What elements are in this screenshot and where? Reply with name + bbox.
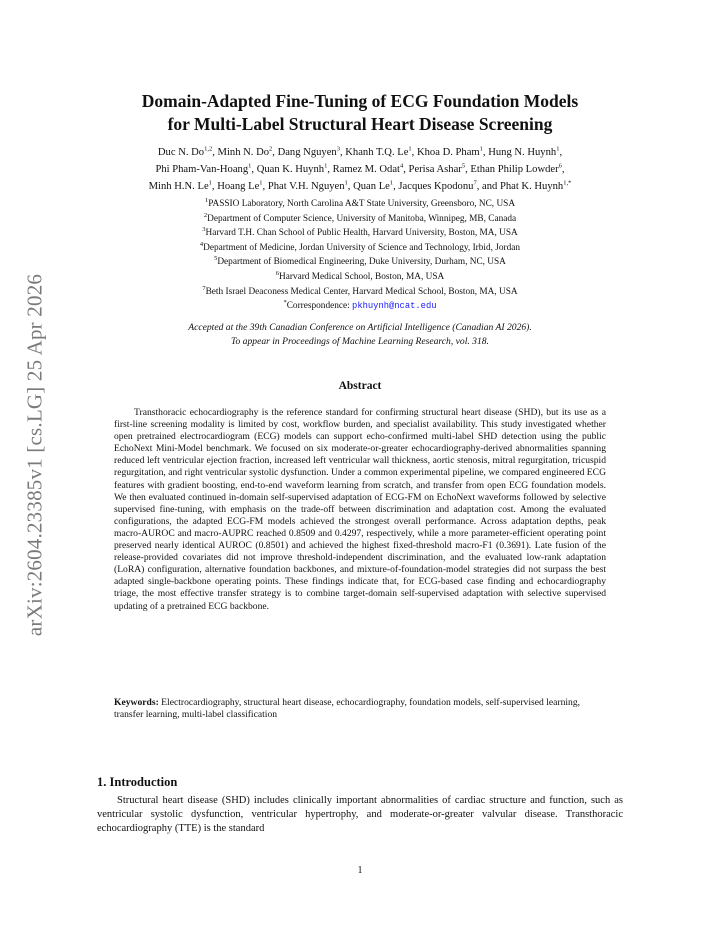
introduction-body: Structural heart disease (SHD) includes clinically important abnormalities of cardiac structure and function, such as ventricular systolic dysfunction, ventricular hypertrophy, and moderate-or-greater valvular disease. Transthoracic echocardiography (TTE) is the standard <box>97 795 623 835</box>
author-affiliation-mark: 1 <box>208 179 212 187</box>
affiliation-number: 6 <box>275 269 279 277</box>
author-affiliation-mark: 1 <box>408 145 412 153</box>
affiliation-number: 2 <box>203 211 208 219</box>
author <box>417 147 483 158</box>
affiliation-text: Harvard Medical School, Boston, MA, USA <box>278 271 445 282</box>
author-name: Quan K. Huynh <box>256 164 325 175</box>
author-affiliation-mark: 5 <box>461 162 466 170</box>
author <box>333 164 404 175</box>
correspondence-email[interactable]: pkhuynh@ncat.edu <box>352 301 437 311</box>
author <box>470 164 562 175</box>
arxiv-stamp <box>22 260 48 650</box>
keywords-label: Keywords: <box>114 697 159 708</box>
author-name: Khoa D. Pham <box>416 147 480 158</box>
author <box>158 147 212 158</box>
author <box>488 147 559 158</box>
affiliation-number: 5 <box>214 255 218 263</box>
affiliation-list <box>70 197 650 299</box>
affiliation-text: Department of Biomedical Engineering, Duke University, Durham, NC, USA <box>217 257 506 268</box>
accepted-line-1: Accepted at the 39th Canadian Conference on Artificial Intelligence (Canadian AI 2026). <box>188 322 532 333</box>
author <box>218 147 273 158</box>
author <box>268 181 348 192</box>
author <box>409 164 466 175</box>
affiliation-line <box>70 255 650 270</box>
author-name: Jacques Kpodonu <box>398 181 474 192</box>
affiliation-line <box>70 197 650 212</box>
correspondence-mark: * <box>283 298 287 306</box>
affiliation-number: 3 <box>202 226 206 234</box>
arxiv-stamp-text: arXiv:2604.23385v1 [cs.LG] 25 Apr 2026 <box>22 273 47 637</box>
affiliation-text: Harvard T.H. Chan School of Public Health, Harvard University, Boston, MA, USA <box>205 228 518 239</box>
abstract-body: Transthoracic echocardiography is the reference standard for confirming structural heart disease (SHD), but its use as a first-line screening modality is limited by cost, workflow burden, and specialist availability. This study investigated whether open pretrained electrocardiogram (ECG) models can support echo-confirmed multi-label SHD detection using the public EchoNext Mini-Model benchmark. We focused on six moderate-or-greater echocardiography-derived abnormalities spanning reduced left ventricular ejection fraction, increased left ventricular wall thickness, aortic stenosis, mitral regurgitation, tricuspid regurgitation, and right ventricular systolic dysfunction. Under a common experimental pipeline, we compared engineered ECG features with gradient boosting, end-to-end waveform learning from scratch, and transfer from open ECG foundation models. We then evaluated continued in-domain self-supervised adaptation of ECG-FM on EchoNext waveforms followed by selective supervised fine-tuning, with emphasis on the trade-off between discrimination and adaptation cost. Among the evaluated configurations, the adapted ECG-FM models achieved the strongest overall performance. Across adaptation depths, peak macro-AUROC and macro-AUPRC reached 0.8509 and 0.4297, respectively, while a more parameter-efficient operating point preserved nearly identical AUROC (0.8501) and achieved the highest fixed-threshold macro-F1 (0.3691). Late fusion of the release-provided covariates did not improve threshold-independent discrimination, and the evaluated low-rank adaptation (LoRA) configuration, alternative foundation backbones, and mixture-of-foundation-model strategies did not surpass the best adapted single-backbone operating points. These findings indicate that, for ECG-based case finding and echocardiography triage, the most effective transfer strategy is to combine target-domain self-supervised adaptation with selective supervised updating of a pretrained ECG backbone. <box>114 407 606 612</box>
author-affiliation-mark: 1 <box>556 145 560 153</box>
author <box>278 147 340 158</box>
author-name: Hung N. Huynh <box>488 147 557 158</box>
affiliation-number: 1 <box>204 196 209 204</box>
author-affiliation-mark: 2 <box>269 145 273 153</box>
accepted-line-2: To appear in Proceedings of Machine Learning Research, vol. 318. <box>231 336 489 347</box>
author <box>353 181 393 192</box>
author-affiliation-mark: 1 <box>248 162 252 170</box>
author-affiliation-mark: 1 <box>259 179 263 187</box>
abstract-heading: Abstract <box>338 380 382 392</box>
author-name: Dang Nguyen <box>277 147 337 158</box>
author-name: Ethan Philip Lowder <box>470 164 559 175</box>
affiliation-line <box>70 226 650 241</box>
author-affiliation-mark: 3 <box>336 145 340 153</box>
author-affiliation-mark: 1 <box>344 179 348 187</box>
author-name: Minh N. Do <box>217 147 270 158</box>
affiliation-line <box>70 270 650 285</box>
author-name: Hoang Le <box>217 181 260 192</box>
author <box>217 181 262 192</box>
author-affiliation-mark: 7 <box>473 179 477 187</box>
affiliation-line <box>70 241 650 256</box>
author <box>257 164 328 175</box>
author-name: Minh H.N. Le <box>148 181 209 192</box>
author-affiliation-mark: 6 <box>558 162 562 170</box>
section-heading-introduction: 1. Introduction <box>97 775 178 789</box>
affiliation-line <box>70 212 650 227</box>
affiliation-text: Department of Computer Science, University of Manitoba, Winnipeg, MB, Canada <box>207 213 517 224</box>
author-affiliation-mark: 4 <box>400 162 404 170</box>
author-affiliation-mark: 1 <box>479 145 483 153</box>
keywords <box>114 697 606 721</box>
title-line-2: for Multi-Label Structural Heart Disease Screening <box>167 114 553 134</box>
author-affiliation-mark: 1,2 <box>204 145 213 153</box>
author-name: Khanh T.Q. Le <box>345 147 409 158</box>
keywords-text: Electrocardiography, structural heart disease, echocardiography, foundation models, self-supervised learning, transfer learning, multi-label classification <box>114 697 581 721</box>
author <box>345 147 411 158</box>
author-name: Ramez M. Odat <box>332 164 400 175</box>
affiliation-text: Beth Israel Deaconess Medical Center, Harvard Medical School, Boston, MA, USA <box>205 286 518 297</box>
affiliation-number: 4 <box>199 240 204 248</box>
acceptance-note <box>70 321 650 349</box>
author-name: Perisa Ashar <box>408 164 462 175</box>
title-line-1: Domain-Adapted Fine-Tuning of ECG Foundation Models <box>141 91 579 111</box>
author-name: Duc N. Do <box>157 147 205 158</box>
affiliation-text: Department of Medicine, Jordan University of Science and Technology, Irbid, Jordan <box>203 242 521 253</box>
author-affiliation-mark: 1,* <box>563 179 572 187</box>
author <box>398 181 476 192</box>
correspondence <box>70 298 650 311</box>
correspondence-label: Correspondence: <box>286 301 353 311</box>
author <box>500 181 571 192</box>
author-name: Phat K. Huynh <box>499 181 564 192</box>
author <box>149 181 212 192</box>
author-name: Phat V.H. Nguyen <box>267 181 345 192</box>
author-name: Phi Pham-Van-Hoang <box>155 164 249 175</box>
author-affiliation-mark: 1 <box>389 179 394 187</box>
affiliation-line <box>70 285 650 300</box>
paper-title <box>60 90 660 136</box>
author <box>155 164 251 175</box>
author-name: Quan Le <box>353 181 390 192</box>
page-number: 1 <box>357 865 363 876</box>
affiliation-number: 7 <box>202 284 206 292</box>
author-list: Duc N. Do$^{1,2}$, Minh N. Do$^2$, Dang Nguyen$^3$, Khanh T.Q. Le$^1$, Khoa D. Pham$^1$, Hung N. Huynh$^1$, Phi Pham-Van-Hoang$^1$, Quan K. Huynh$^1$, Ramez M. Odat$^4$, Perisa Ashar$^5$, Ethan Philip Lowder$^6$, Minh H.N. Le$^1$, Hoang Le$^1$, Phat V.H. Nguyen$^1$, Quan Le$^1$, Jacques Kpodonu$^7$, and Phat K. Huynh$^{1,*}$ <box>148 145 572 192</box>
author-affiliation-mark: 1 <box>324 162 328 170</box>
affiliation-text: PASSIO Laboratory, North Carolina A&T State University, Greensboro, NC, USA <box>208 199 516 209</box>
